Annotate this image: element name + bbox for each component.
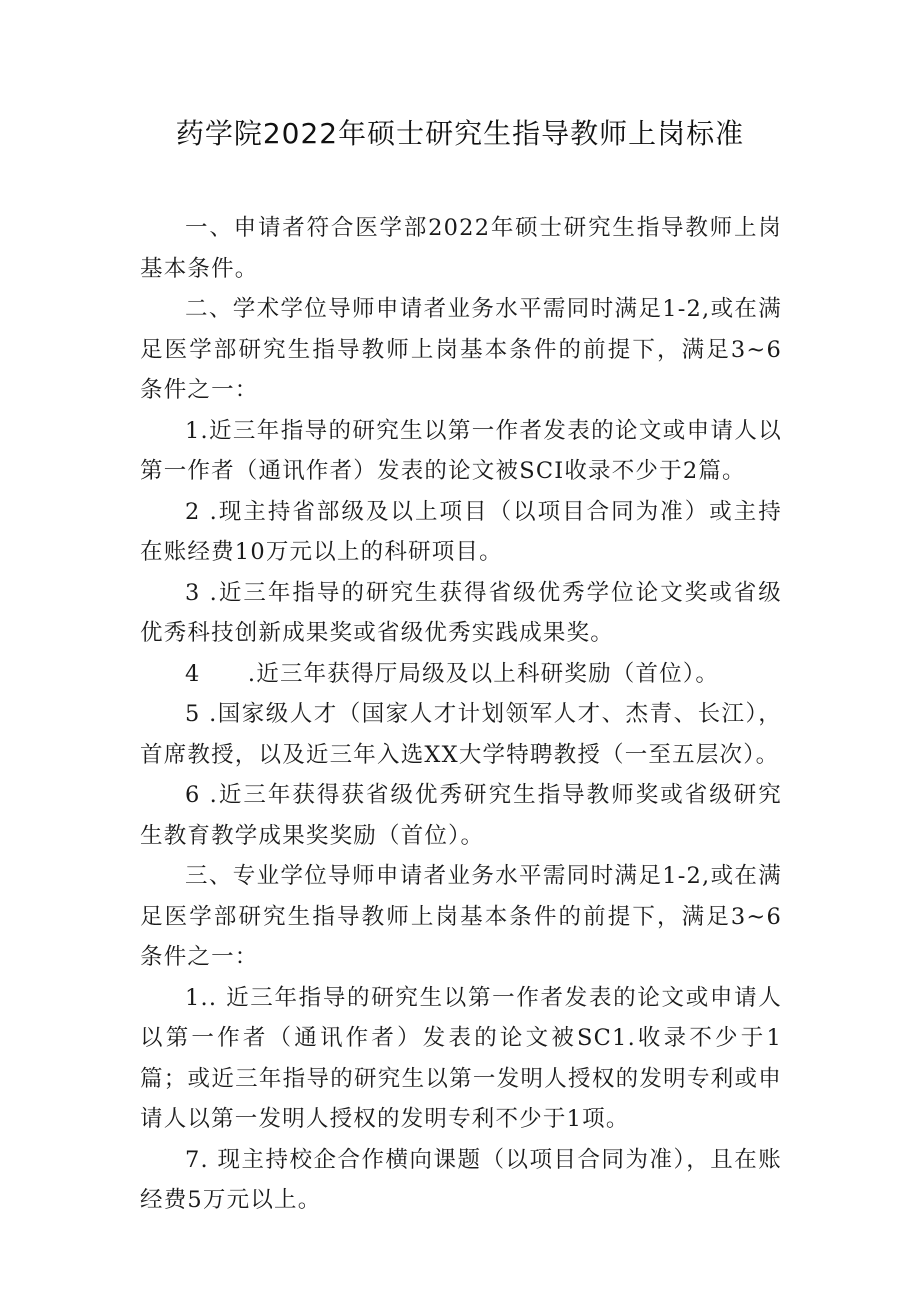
paragraph-professional-degree-requirements: 三、专业学位导师申请者业务水平需同时满足1-2,或在满足医学部研究生指导教师上岗基本条件的前提下，满足3~6条件之一： (140, 863, 782, 970)
paragraph-academic-degree-requirements: 二、学术学位导师申请者业务水平需同时满足1-2,或在满足医学部研究生指导教师上岗基本条件的前提下，满足3~6条件之一： (140, 296, 782, 403)
paragraph-item-3-provincial-awards: 3 .近三年指导的研究生获得省级优秀学位论文奖或省级优秀科技创新成果奖或省级优秀实践成果奖。 (140, 579, 782, 646)
document-body (140, 208, 782, 1221)
paragraph-item-5-national-talent: 5 .国家级人才（国家人才计划领军人才、杰青、长江），首席教授，以及近三年入选XX大学特聘教授（一至五层次）。 (140, 701, 782, 768)
paragraph-item-1-sci-papers: 1.近三年指导的研究生以第一作者发表的论文或申请人以第一作者（通讯作者）发表的论文被SCI收录不少于2篇。 (140, 417, 782, 484)
paragraph-professional-item-7-enterprise-projects: 7. 现主持校企合作横向课题（以项目合同为准），且在账经费5万元以上。 (140, 1146, 782, 1213)
paragraph-item-2-research-projects: 2 .现主持省部级及以上项目（以项目合同为准）或主持在账经费10万元以上的科研项目。 (140, 498, 782, 565)
document-title: 药学院2022年硕士研究生指导教师上岗标准 (175, 117, 745, 150)
paragraph-item-6-supervisor-awards: 6 .近三年获得获省级优秀研究生指导教师奖或省级研究生教育教学成果奖奖励（首位）。 (140, 782, 782, 849)
paragraph-item-4-research-awards: 4 .近三年获得厅局级及以上科研奖励（首位）。 (185, 660, 720, 687)
paragraph-professional-item-1-papers-patents: 1.. 近三年指导的研究生以第一作者发表的论文或申请人以第一作者（通讯作者）发表的论文被SC1.收录不少于1篇；或近三年指导的研究生以第一发明人授权的发明专利或申请人以第一发明人授权的发明专利不少于1项。 (140, 984, 782, 1132)
paragraph-basic-conditions: 一、申请者符合医学部2022年硕士研究生指导教师上岗基本条件。 (140, 215, 782, 282)
